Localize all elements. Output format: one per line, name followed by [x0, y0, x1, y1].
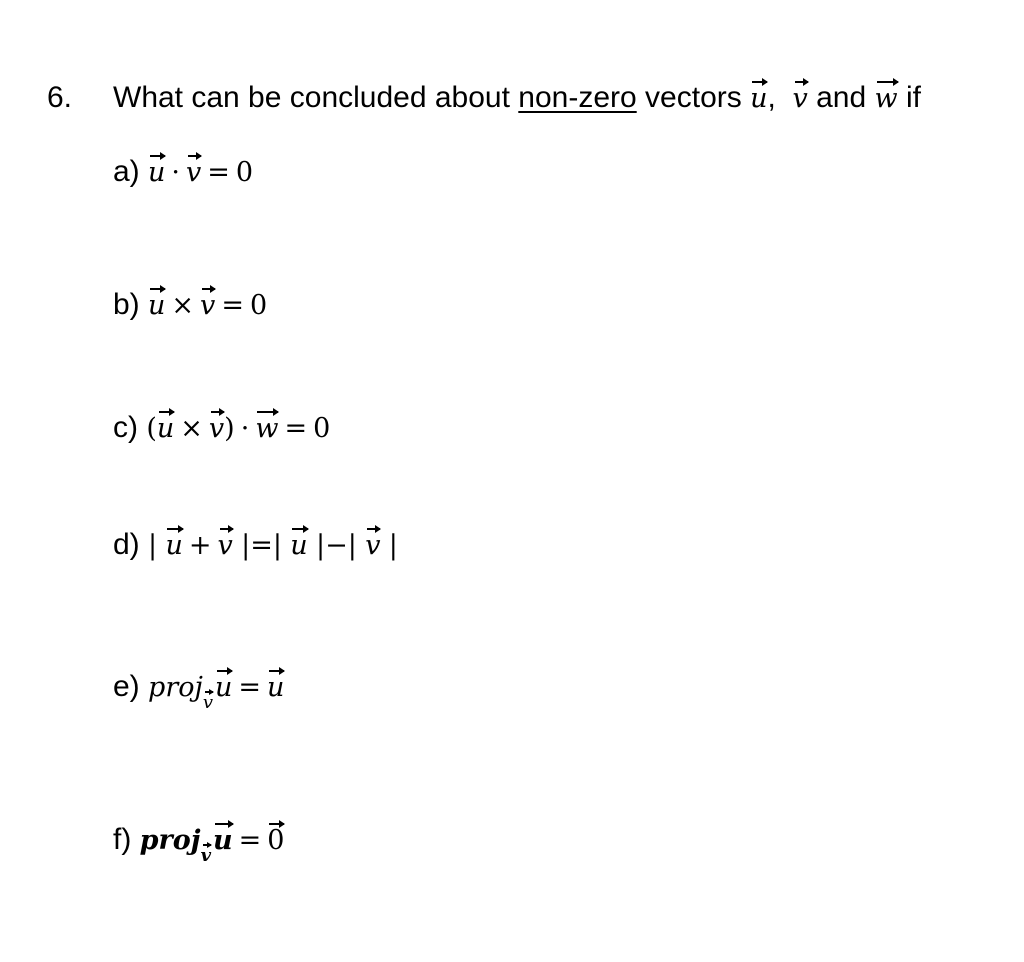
item-c-label: c)	[113, 411, 138, 444]
item-d	[113, 527, 398, 564]
item-d-label: d)	[113, 528, 140, 561]
item-d-vector-v: v	[217, 530, 233, 561]
item-c-vector-w: w	[255, 413, 279, 444]
item-a-rhs: 0	[235, 157, 254, 188]
stem-comma: ,	[767, 81, 776, 114]
item-d-plus: +	[188, 530, 212, 561]
question-number: 6.	[47, 81, 73, 114]
stem-vector-w: w	[874, 83, 898, 114]
item-f-equals: =	[238, 825, 262, 856]
item-a-dot: ·	[171, 157, 181, 188]
item-d-bar-equals-bar: |=|	[241, 530, 282, 561]
item-c-rhs: 0	[313, 413, 331, 444]
item-e-subscript-v: v	[202, 692, 214, 713]
item-e-equals: =	[238, 672, 262, 703]
stem-if: if	[905, 81, 921, 114]
item-c-vector-v: v	[208, 413, 225, 444]
item-c-rparen: )	[224, 413, 235, 444]
item-b-vector-v: v	[200, 290, 216, 321]
item-f	[113, 822, 284, 870]
stem-vector-u: u	[750, 83, 768, 114]
item-b-vector-u: u	[148, 290, 166, 321]
item-b	[113, 287, 267, 324]
item-c-dot: ·	[240, 413, 250, 444]
item-b-rhs: 0	[249, 290, 268, 321]
item-c-lparen: (	[146, 413, 157, 444]
item-b-cross: ×	[171, 290, 195, 321]
item-d-bar-minus-bar: |−|	[316, 530, 357, 561]
item-d-vector-v2: v	[365, 530, 381, 561]
item-e-proj: proj	[148, 672, 203, 703]
stem-underlined-nonzero: non-zero	[518, 81, 637, 114]
item-f-subscript-v: v	[200, 845, 212, 866]
item-b-equals: =	[221, 290, 244, 321]
item-a-vector-v: v	[186, 157, 202, 188]
item-d-vector-u: u	[165, 530, 183, 561]
item-a-equals: =	[207, 157, 230, 188]
question-stem	[113, 80, 921, 116]
item-e	[113, 669, 284, 717]
item-d-vector-u2: u	[290, 530, 308, 561]
item-c	[113, 410, 330, 447]
item-d-bar-close: |	[388, 530, 398, 561]
item-d-bar-open: |	[148, 530, 158, 561]
item-b-label: b)	[113, 288, 140, 321]
item-e-vector-u2: u	[267, 672, 285, 703]
item-f-proj: proj	[139, 825, 201, 856]
item-f-label: f)	[113, 823, 132, 856]
item-a	[113, 154, 253, 191]
item-a-label: a)	[113, 155, 140, 188]
item-c-vector-u: u	[156, 413, 175, 444]
stem-vector-v: v	[792, 83, 808, 114]
item-f-vector-u: u	[213, 825, 233, 856]
item-a-vector-u: u	[148, 157, 166, 188]
stem-text-before: What can be concluded about	[113, 81, 510, 114]
item-e-label: e)	[113, 670, 140, 703]
item-c-cross: ×	[180, 413, 203, 444]
stem-and: and	[816, 81, 867, 114]
stem-text-vectors: vectors	[645, 81, 742, 114]
item-c-equals: =	[284, 413, 308, 444]
item-e-vector-u: u	[215, 672, 233, 703]
item-f-zero-vector: 0	[267, 825, 285, 856]
